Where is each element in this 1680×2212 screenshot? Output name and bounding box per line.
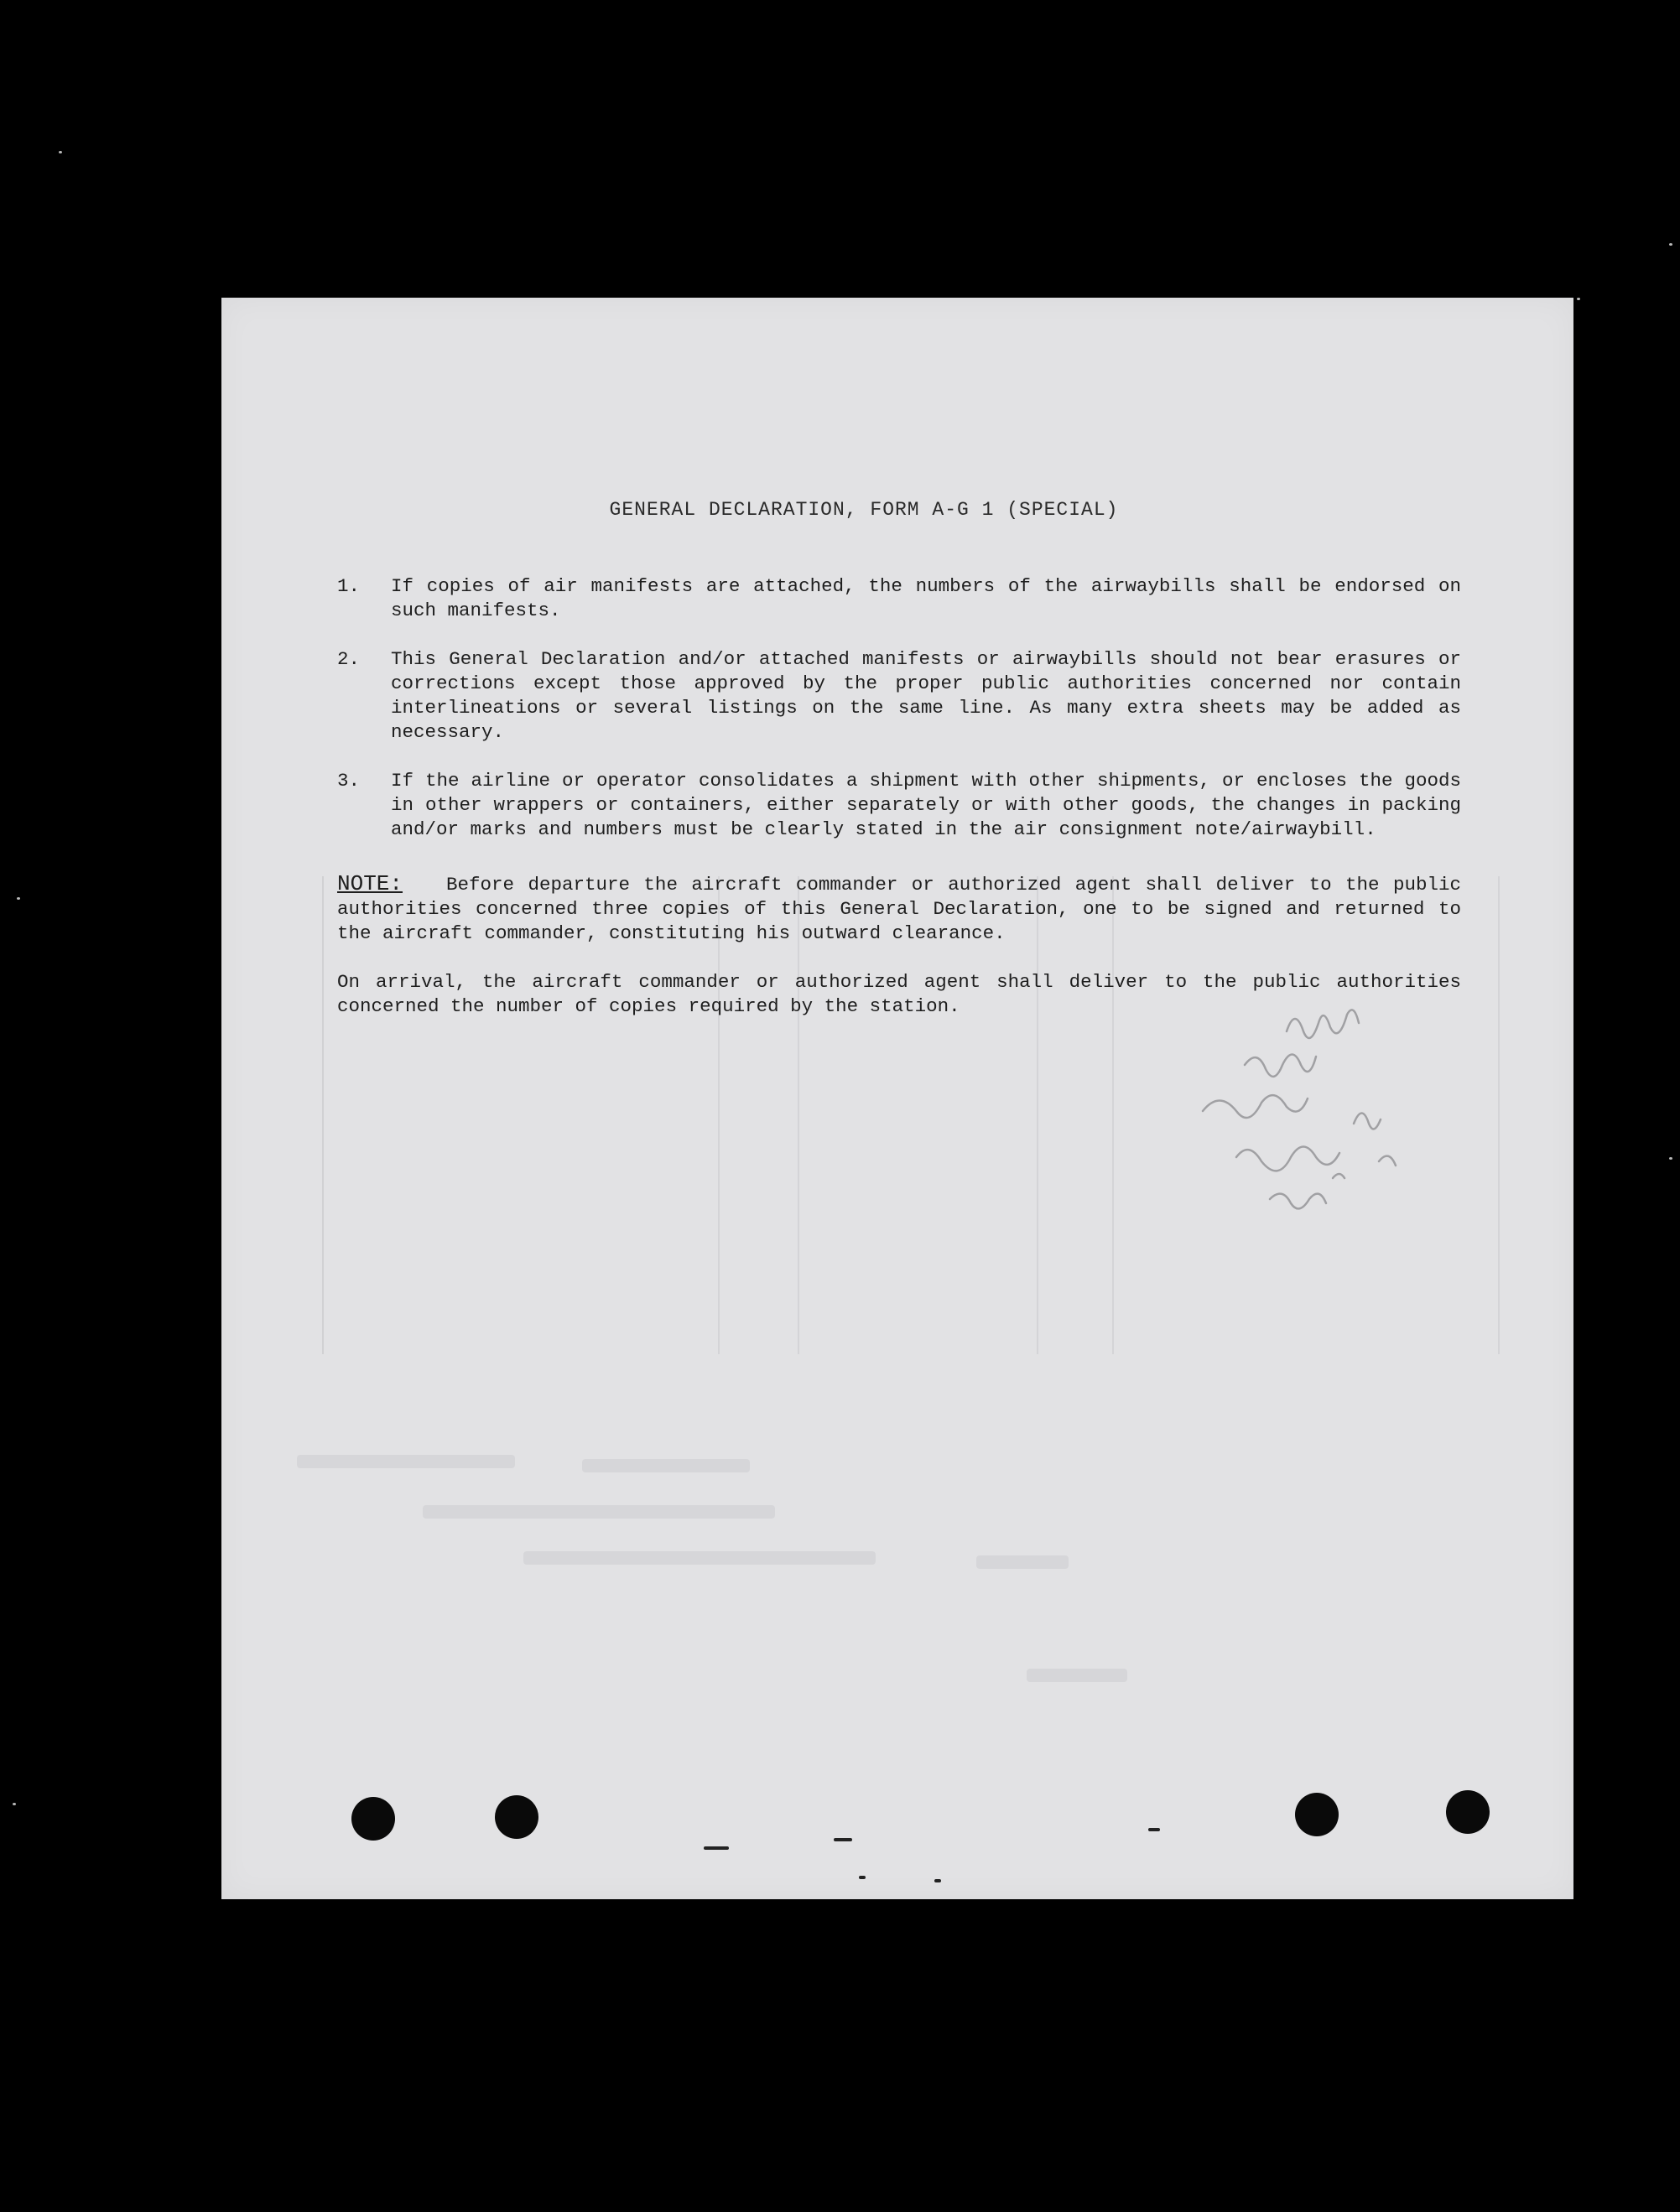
- scan-mark: [859, 1876, 866, 1879]
- instruction-item: [337, 647, 1461, 745]
- scan-speck: [17, 897, 20, 900]
- instruction-item: [337, 769, 1461, 842]
- document-page: [221, 298, 1573, 1899]
- arrival-paragraph: On arrival, the aircraft commander or authorized agent shall deliver to the public authorities concerned the number of copies required by the station.: [337, 971, 1461, 1017]
- instruction-item: [337, 574, 1461, 623]
- item-text: This General Declaration and/or attached manifests or airwaybills should not bear erasures or corrections except those approved by the proper public authorities concerned nor contain interlineations or several listings on the same line. As many extra sheets may be added as necessary.: [391, 648, 1461, 743]
- note-text: Before departure the aircraft commander or authorized agent shall deliver to the public authorities concerned three copies of this General Declaration, one to be signed and returned to the aircraft commander, constituting his outward clearance.: [337, 874, 1461, 944]
- scan-mark: [834, 1838, 852, 1841]
- handwritten-notation: [1186, 998, 1463, 1333]
- scan-mark: [704, 1846, 729, 1850]
- punch-hole: [495, 1795, 538, 1839]
- note-paragraph: [337, 872, 1461, 946]
- scan-mark: [934, 1879, 941, 1882]
- scan-speck: [1669, 1157, 1672, 1160]
- item-number: 2.: [337, 648, 361, 670]
- item-number: 3.: [337, 770, 361, 792]
- punch-hole: [1446, 1790, 1490, 1834]
- bleed-through-text: [423, 1505, 775, 1519]
- item-number: 1.: [337, 575, 361, 597]
- note-label: NOTE:: [337, 871, 403, 896]
- item-text: If copies of air manifests are attached, the numbers of the airwaybills shall be endorsed on such manifests.: [391, 575, 1461, 621]
- instructions: [337, 574, 1461, 1019]
- punch-hole: [1295, 1793, 1339, 1836]
- bleed-through-text: [297, 1455, 515, 1468]
- scan-speck: [1669, 243, 1672, 246]
- scan-speck: [59, 151, 62, 153]
- bleed-through-text: [1027, 1669, 1127, 1682]
- item-text: If the airline or operator consolidates a shipment with other shipments, or encloses the goods in other wrappers or containers, either separately or with other goods, the changes in packing and/or marks and numbers must be clearly stated in the air consignment note/airwaybill.: [391, 770, 1461, 840]
- scan-mark: [1148, 1828, 1160, 1831]
- scan-speck: [13, 1803, 16, 1805]
- bleed-through-text: [976, 1555, 1069, 1569]
- page-title: GENERAL DECLARATION, FORM A-G 1 (SPECIAL): [609, 499, 1119, 521]
- punch-hole: [351, 1797, 395, 1841]
- bleed-through-text: [582, 1459, 750, 1472]
- bleed-through-text: [523, 1551, 876, 1565]
- scan-speck: [1577, 298, 1580, 300]
